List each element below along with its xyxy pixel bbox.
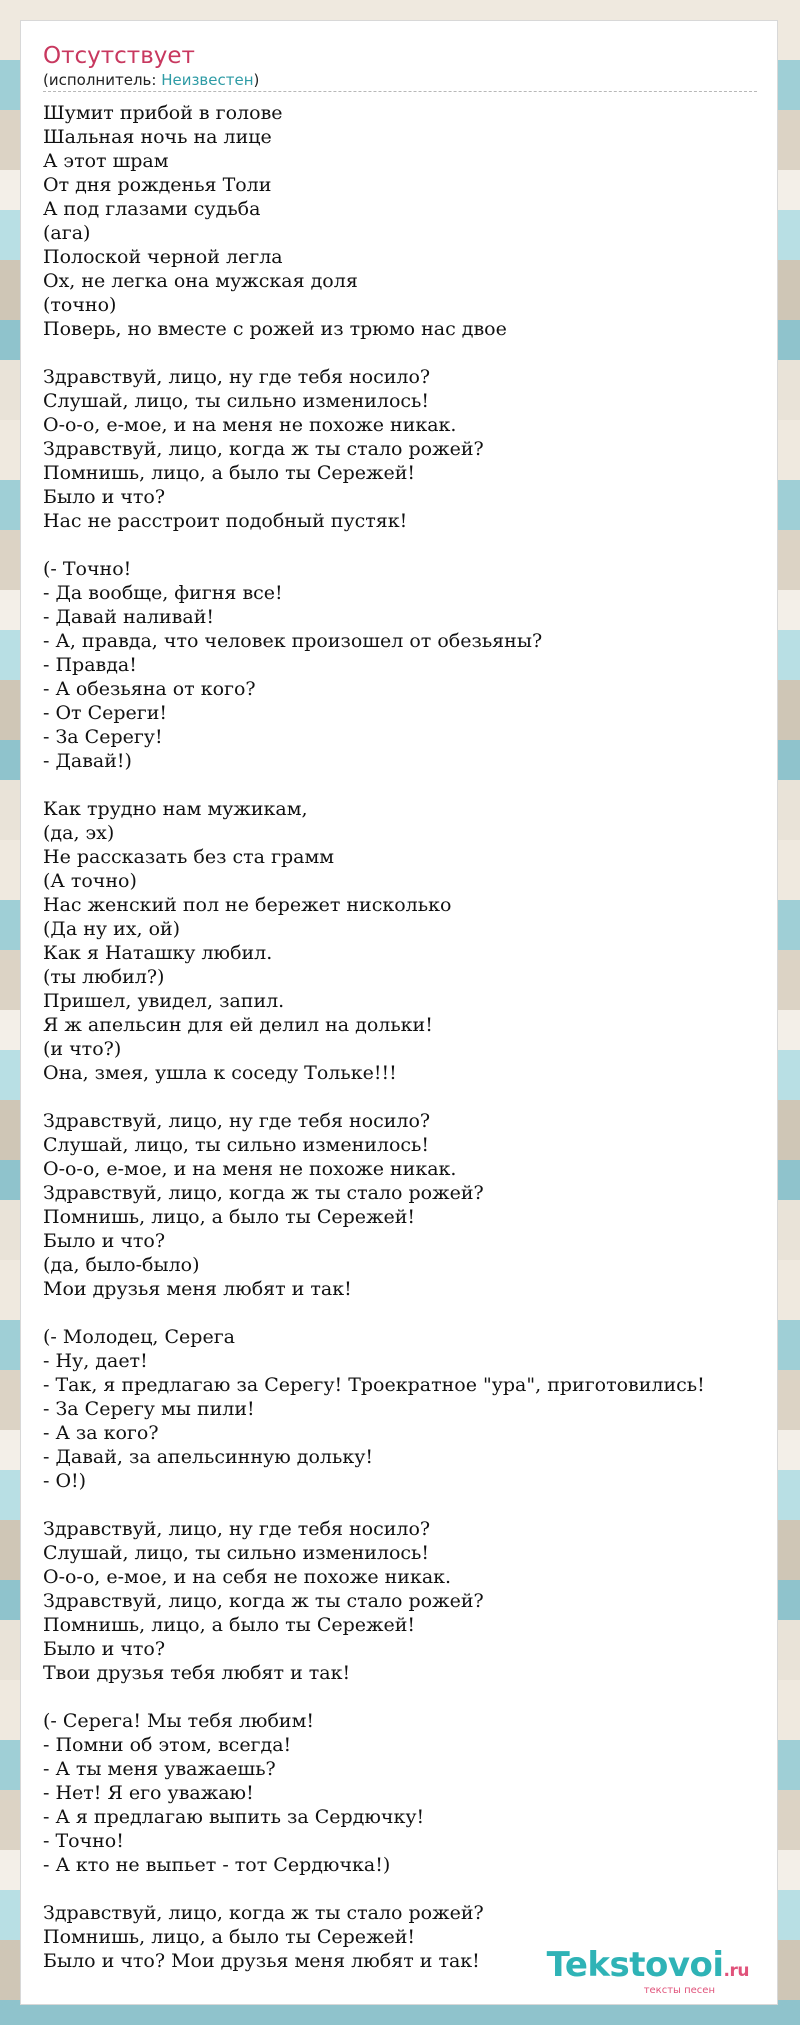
lyric-line: - За Серегу! [43, 726, 163, 748]
lyric-line: - А обезьяна от кого? [43, 678, 256, 700]
lyric-line: - Нет! Я его уважаю! [43, 1782, 254, 1804]
lyric-line: Она, змея, ушла к соседу Тольке!!! [43, 1062, 397, 1084]
logo-tld: .ru [723, 1961, 749, 1981]
lyric-line: Здравствуй, лицо, когда ж ты стало рожей? [43, 438, 484, 460]
stanza-break [43, 1493, 763, 1517]
lyric-line: (- Серега! Мы тебя любим! [43, 1710, 314, 1732]
lyric-line: - Давай наливай! [43, 606, 215, 628]
stanza-break [43, 1877, 763, 1901]
lyric-line: Шумит прибой в голове [43, 102, 283, 124]
lyric-line: Поверь, но вместе с рожей из трюмо нас двое [43, 318, 507, 340]
lyric-line: - Ну, дает! [43, 1350, 148, 1372]
lyrics-text [43, 101, 763, 1973]
lyric-line: Твои друзья тебя любят и так! [43, 1662, 351, 1684]
artist-suffix: ) [253, 71, 260, 89]
lyric-line: О-о-о, е-мое, и на себя не похоже никак. [43, 1566, 452, 1588]
lyric-line: - Так, я предлагаю за Серегу! Троекратное "ура", приготовились! [43, 1374, 705, 1396]
stanza-break [43, 1301, 763, 1325]
lyric-line: Здравствуй, лицо, когда ж ты стало рожей? [43, 1902, 484, 1924]
lyric-line: Полоской черной легла [43, 246, 283, 268]
lyric-line: Слушай, лицо, ты сильно изменилось! [43, 1134, 430, 1156]
stanza-break [43, 341, 763, 365]
lyric-line: - Давай!) [43, 750, 132, 772]
logo-tagline: тексты песен [643, 1985, 715, 1996]
artist-link[interactable]: Неизвестен [161, 71, 254, 89]
lyric-line: Помнишь, лицо, а было ты Сережей! [43, 1926, 416, 1948]
lyric-line: - А ты меня уважаешь? [43, 1758, 276, 1780]
lyric-line: А этот шрам [43, 150, 169, 172]
lyric-line: - О!) [43, 1470, 87, 1492]
song-header [43, 41, 757, 92]
lyric-line: (- Молодец, Серега [43, 1326, 235, 1348]
lyrics-page [20, 20, 778, 2005]
lyric-line: Было и что? [43, 486, 166, 508]
song-title: Отсутствует [43, 43, 195, 69]
lyric-line: Нас не расстроит подобный пустяк! [43, 510, 408, 532]
lyric-line: Я ж апельсин для ей делил на дольки! [43, 1014, 433, 1036]
lyric-line: (- Точно! [43, 558, 132, 580]
stanza-break [43, 533, 763, 557]
artist-prefix: (исполнитель: [43, 71, 162, 89]
lyric-line: Как я Наташку любил. [43, 942, 273, 964]
lyric-line: Помнишь, лицо, а было ты Сережей! [43, 462, 416, 484]
lyric-line: - За Серегу мы пили! [43, 1398, 255, 1420]
site-logo[interactable] [547, 1947, 749, 1996]
lyric-line: Ох, не легка она мужская доля [43, 270, 358, 292]
lyric-line: (А точно) [43, 870, 137, 892]
lyric-line: (да, эх) [43, 822, 115, 844]
lyric-line: О-о-о, е-мое, и на меня не похоже никак. [43, 1158, 457, 1180]
stanza-break [43, 1085, 763, 1109]
lyric-line: Было и что? [43, 1230, 166, 1252]
lyric-line: Здравствуй, лицо, ну где тебя носило? [43, 366, 431, 388]
lyric-line: Пришел, увидел, запил. [43, 990, 285, 1012]
lyric-line: Здравствуй, лицо, когда ж ты стало рожей? [43, 1182, 484, 1204]
lyric-line: - А кто не выпьет - тот Сердючка!) [43, 1854, 391, 1876]
lyric-line: - А, правда, что человек произошел от обезьяны? [43, 630, 543, 652]
lyric-line: О-о-о, е-мое, и на меня не похоже никак. [43, 414, 457, 436]
lyric-line: А под глазами судьба [43, 198, 261, 220]
lyric-line: - А за кого? [43, 1422, 159, 1444]
lyric-line: Здравствуй, лицо, ну где тебя носило? [43, 1518, 431, 1540]
lyric-line: Шальная ночь на лице [43, 126, 272, 148]
artist-line [43, 71, 757, 89]
lyric-line: (точно) [43, 294, 117, 316]
lyric-line: Как трудно нам мужикам, [43, 798, 308, 820]
lyric-line: - А я предлагаю выпить за Сердючку! [43, 1806, 425, 1828]
lyric-line: Было и что? [43, 1638, 166, 1660]
logo-wordmark [547, 1947, 749, 1989]
lyric-line: Слушай, лицо, ты сильно изменилось! [43, 1542, 430, 1564]
lyric-line: (да, было-было) [43, 1254, 200, 1276]
lyric-line: Здравствуй, лицо, когда ж ты стало рожей? [43, 1590, 484, 1612]
lyric-line: Помнишь, лицо, а было ты Сережей! [43, 1206, 416, 1228]
lyric-line: Не рассказать без ста грамм [43, 846, 335, 868]
lyric-line: - Точно! [43, 1830, 124, 1852]
lyric-line: От дня рожденья Толи [43, 174, 272, 196]
lyric-line: (и что?) [43, 1038, 122, 1060]
lyric-line: (Да ну их, ой) [43, 918, 181, 940]
lyric-line: Мои друзья меня любят и так! [43, 1278, 352, 1300]
lyric-line: - От Сереги! [43, 702, 168, 724]
lyric-line: - Помни об этом, всегда! [43, 1734, 292, 1756]
lyric-line: Помнишь, лицо, а было ты Сережей! [43, 1614, 416, 1636]
stanza-break [43, 1685, 763, 1709]
lyric-line: - Правда! [43, 654, 137, 676]
lyric-line: - Давай, за апельсинную дольку! [43, 1446, 374, 1468]
stanza-break [43, 773, 763, 797]
logo-main-text: Tekstovoi [546, 1945, 724, 1985]
lyric-line: (ты любил?) [43, 966, 165, 988]
lyric-line: - Да вообще, фигня все! [43, 582, 283, 604]
lyric-line: (ага) [43, 222, 91, 244]
lyric-line: Здравствуй, лицо, ну где тебя носило? [43, 1110, 431, 1132]
lyric-line: Нас женский пол не бережет нисколько [43, 894, 452, 916]
lyric-line: Было и что? Мои друзья меня любят и так! [43, 1950, 480, 1972]
lyric-line: Слушай, лицо, ты сильно изменилось! [43, 390, 430, 412]
